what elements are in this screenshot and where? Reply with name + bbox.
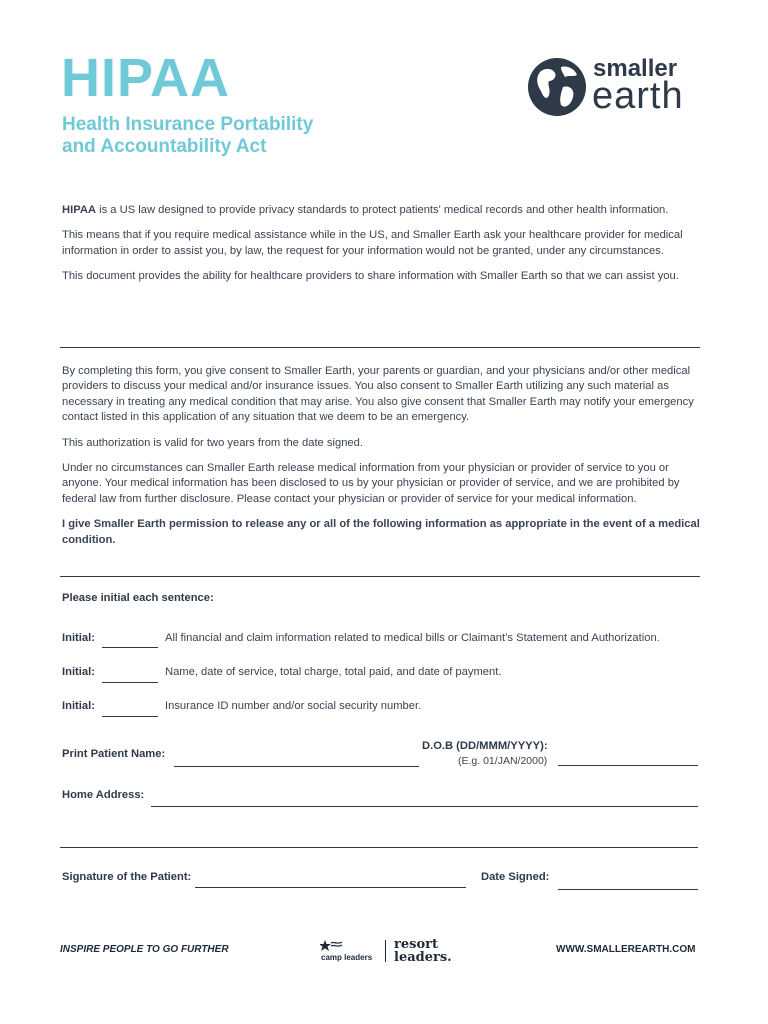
consent-paragraph-3: Under no circumstances can Smaller Earth release medical information from your physician or provider of service to you or anyone. Your medical information has been disclosed to us by your physician or provider of service, and we are prohibited by federal law from further disclosure. Please contact your physician or provider of service for your medical information.	[62, 462, 680, 505]
subtitle-line-2: and Accountability Act	[62, 136, 267, 157]
patient-name-label: Print Patient Name:	[62, 748, 166, 760]
initial-label: Initial:	[62, 632, 95, 644]
home-address-field[interactable]	[151, 806, 698, 807]
document-title: HIPAA	[61, 48, 231, 108]
consent-permission-statement: I give Smaller Earth permission to release any or all of the following information as appropriate in the event of a medical condition.	[62, 518, 700, 546]
footer-tagline: INSPIRE PEOPLE TO GO FURTHER	[60, 944, 229, 955]
intro-paragraph-1	[62, 203, 702, 218]
section-divider	[60, 576, 700, 577]
initial-label: Initial:	[62, 700, 95, 712]
intro-paragraph-2: This means that if you require medical assistance while in the US, and Smaller Earth ask your healthcare provider for medical information in order to assist you, by law, the request for your information would not be granted, under any circumstances.	[62, 229, 683, 257]
logo-word-earth: earth	[592, 75, 684, 117]
footer-website-link[interactable]: WWW.SMALLEREARTH.COM	[556, 944, 696, 955]
home-address-field-line-2[interactable]	[60, 847, 698, 848]
initial-statement-2: Name, date of service, total charge, total paid, and date of payment.	[165, 666, 502, 678]
document-subtitle	[62, 114, 382, 158]
date-signed-field[interactable]	[558, 889, 698, 890]
intro-paragraph-3: This document provides the ability for healthcare providers to share information with Smaller Earth so that we can assist you.	[62, 270, 679, 283]
camp-leaders-brand: camp leaders	[321, 953, 373, 962]
initial-statement-1: All financial and claim information related to medical bills or Claimant’s Statement and Authorization.	[165, 632, 660, 644]
consent-paragraph-1: By completing this form, you give consent to Smaller Earth, your parents or guardian, and your physicians and/or other medical providers to discuss your medical and/or insurance issues. You also consent to Smaller Earth utilizing any such material as necessary in treating any medical condition that may arise. You also give consent that Smaller Earth may notify your emergency contact listed in this application of any situation that we deem to be an emergency.	[62, 365, 694, 424]
dob-label: D.O.B (DD/MMM/YYYY):	[422, 740, 548, 752]
initial-label: Initial:	[62, 666, 95, 678]
dob-field[interactable]	[558, 765, 698, 766]
date-signed-label: Date Signed:	[481, 871, 550, 883]
brand-separator	[385, 940, 386, 962]
intro-paragraph-1-text: is a US law designed to provide privacy standards to protect patients' medical records and other health information.	[95, 204, 669, 216]
signature-field[interactable]	[195, 887, 466, 888]
dob-example: (E.g. 01/JAN/2000)	[458, 755, 548, 767]
resort-leaders-brand	[394, 938, 452, 964]
logo-word-smaller: smaller	[593, 55, 678, 82]
leaders-word: leaders.	[394, 950, 452, 965]
globe-logo-icon	[527, 57, 587, 117]
intro-section	[62, 203, 702, 295]
consent-section	[62, 364, 702, 558]
section-divider	[60, 347, 700, 348]
home-address-label: Home Address:	[62, 789, 145, 801]
patient-name-field[interactable]	[174, 766, 419, 767]
initial-field-1[interactable]	[102, 647, 158, 648]
initial-instruction: Please initial each sentence:	[62, 592, 214, 604]
subtitle-line-1: Health Insurance Portability	[62, 114, 314, 135]
signature-label: Signature of the Patient:	[62, 871, 192, 883]
initial-field-2[interactable]	[102, 682, 158, 683]
hipaa-term: HIPAA	[62, 204, 96, 216]
initial-statement-3: Insurance ID number and/or social security number.	[165, 700, 422, 712]
initial-field-3[interactable]	[102, 716, 158, 717]
consent-paragraph-2: This authorization is valid for two years from the date signed.	[62, 436, 363, 449]
resort-word: resort	[394, 937, 438, 952]
star-flag-icon	[320, 940, 342, 954]
